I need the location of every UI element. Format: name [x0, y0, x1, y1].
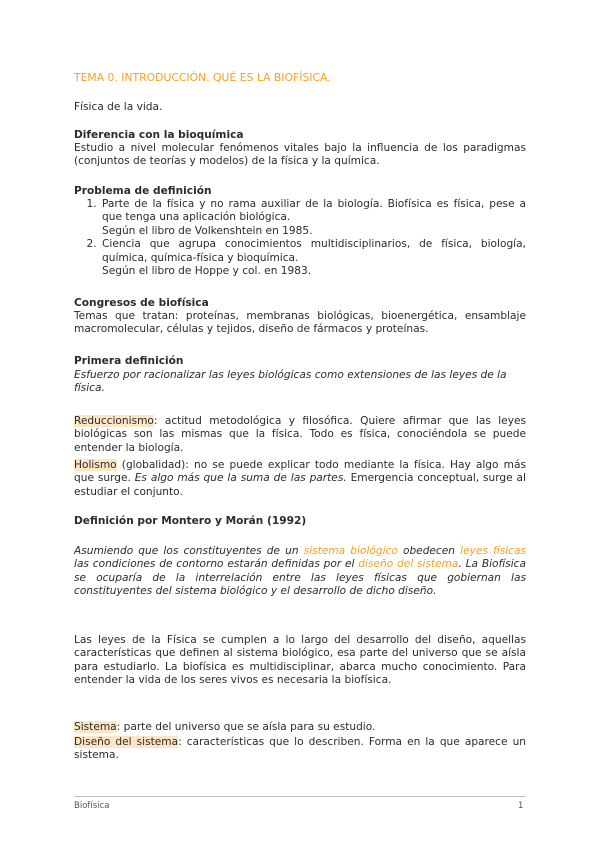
definition-diseno [74, 736, 526, 763]
text-diseno: : características que lo describen. Forma en la que aparece un sistema. [74, 736, 526, 762]
text-congresos: Temas que tratan: proteínas, membranas biológicas, bioenergética, ensamblaje macromolecular, células y tejidos, diseño de fármacos y proteínas. [74, 310, 526, 336]
heading-primera-definicion: Primera definición [74, 355, 184, 367]
list-item-source: Según el libro de Hoppe y col. en 1983. [102, 265, 312, 278]
text-holismo-2: Emergencia conceptual, surge al estudiar el conjunto. [74, 472, 526, 498]
quote-part: obedecen [397, 545, 461, 557]
definition-sistema [74, 721, 526, 734]
term-holismo: Holismo [74, 459, 117, 471]
quote-part: las condiciones de contorno estarán definidas por el [74, 558, 359, 571]
list-item [100, 238, 526, 278]
heading-congresos: Congresos de biofísica [74, 297, 209, 309]
term-diseno: Diseño del sistema [74, 736, 179, 748]
keyword-sistema-biologico: sistema biológico [303, 545, 398, 557]
footer-title: Biofísica [74, 801, 110, 811]
paragraph-leyes: Las leyes de la Física se cumplen a lo largo del desarrollo del diseño, aquellas características que definen al sistema biológico, esa parte del universo que se aísla para estudiarlo. La biofísica es multidisciplinar, abarca mucho conocimiento. Para entender la vida de los seres vivos es necesaria la biofísica. [74, 634, 526, 687]
intro-line: Física de la vida. [74, 101, 163, 113]
text-holismo-italic: Es algo más que la suma de las partes. [134, 472, 347, 485]
quote-part: Asumiendo que los constituyentes de un [74, 545, 304, 557]
term-reduccionismo: Reduccionismo [74, 415, 154, 427]
term-sistema: Sistema [74, 721, 117, 733]
quote-primera-definicion: Esfuerzo por racionalizar las leyes biológicas como extensiones de las leyes de la física. [74, 369, 507, 395]
list-item-source: Según el libro de Volkenshtein en 1985. [102, 224, 313, 237]
text-holismo-1: (globalidad): no se puede explicar todo mediante la física. Hay algo más que surge. [74, 459, 526, 485]
text-reduccionismo: : actitud metodológica y filosófica. Quiere afirmar que las leyes biológicas son las mismas que la física. Todo es física, conociéndola se puede entender la biología. [74, 415, 526, 454]
paragraph-reduccionismo [74, 415, 526, 455]
page-number: 1 [518, 801, 524, 811]
heading-montero: Definición por Montero y Morán (1992) [74, 515, 307, 527]
list-problema [74, 198, 526, 278]
quote-part: . La Biofísica se ocuparía de la interrelación entre las leyes físicas que gobiernan las constituyentes del sistema biológico y el desarrollo de dicho diseño. [74, 558, 526, 598]
quote-montero [74, 545, 526, 599]
page-title: TEMA 0. INTRODUCCIÓN. QUÉ ES LA BIOFÍSICA. [74, 71, 331, 84]
footer-divider [74, 796, 526, 797]
keyword-leyes-fisicas: leyes físicas [460, 545, 526, 557]
keyword-diseno-sistema: diseño del sistema [358, 558, 459, 571]
list-item [100, 198, 526, 238]
list-item-text: Parte de la física y no rama auxiliar de la biología. Biofísica es física, pese a que tenga una aplicación biológica. [102, 198, 526, 224]
text-sistema: : parte del universo que se aísla para su estudio. [116, 721, 376, 733]
heading-problema: Problema de definición [74, 185, 212, 197]
text-bioquimica: Estudio a nivel molecular fenómenos vitales bajo la influencia de los paradigmas (conjuntos de teorías y modelos) de la física y la química. [74, 142, 526, 168]
paragraph-holismo [74, 459, 526, 499]
heading-bioquimica: Diferencia con la bioquímica [74, 129, 244, 141]
list-item-text: Ciencia que agrupa conocimientos multidisciplinarios, de física, biología, química, química-física y bioquímica. [102, 238, 526, 264]
